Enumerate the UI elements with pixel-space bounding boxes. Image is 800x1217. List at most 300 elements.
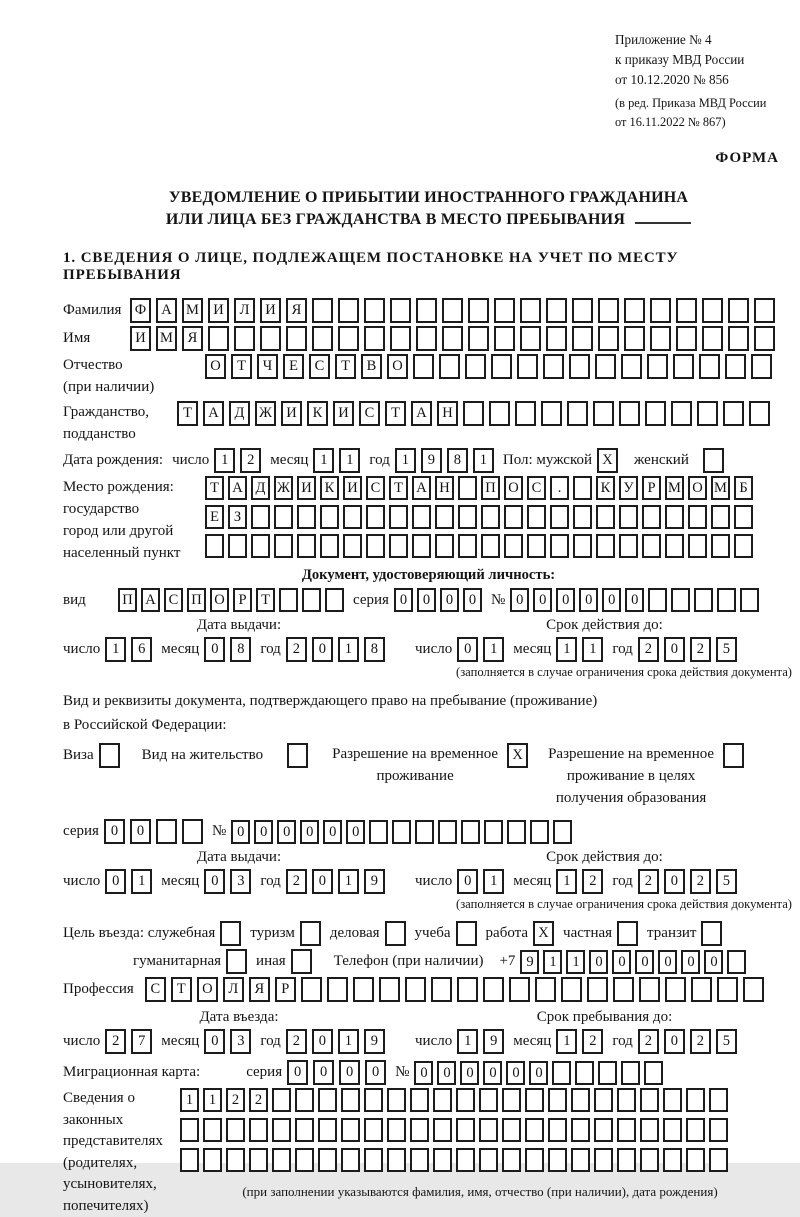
char-box[interactable]: 1 bbox=[131, 869, 152, 894]
char-box[interactable]: Е bbox=[283, 354, 304, 379]
char-box[interactable] bbox=[413, 354, 434, 379]
char-box[interactable] bbox=[743, 977, 764, 1002]
char-box[interactable] bbox=[702, 326, 723, 351]
char-box[interactable]: А bbox=[411, 401, 432, 426]
char-box[interactable] bbox=[481, 505, 500, 529]
char-box[interactable] bbox=[598, 1061, 617, 1085]
char-box[interactable] bbox=[468, 326, 489, 351]
char-box[interactable]: 0 bbox=[394, 588, 413, 612]
char-box[interactable] bbox=[546, 298, 567, 323]
char-box[interactable] bbox=[543, 354, 564, 379]
char-box[interactable] bbox=[598, 326, 619, 351]
char-box[interactable]: 0 bbox=[664, 637, 685, 662]
char-box[interactable] bbox=[343, 534, 362, 558]
char-box[interactable] bbox=[312, 298, 333, 323]
char-box[interactable]: Я bbox=[249, 977, 270, 1002]
char-box[interactable] bbox=[548, 1148, 567, 1172]
char-box[interactable]: А bbox=[141, 588, 160, 612]
char-box[interactable]: А bbox=[412, 476, 431, 500]
char-box[interactable] bbox=[709, 1118, 728, 1142]
char-box[interactable] bbox=[686, 1088, 705, 1112]
char-box[interactable]: П bbox=[481, 476, 500, 500]
char-box[interactable]: Т bbox=[231, 354, 252, 379]
char-box[interactable] bbox=[249, 1118, 268, 1142]
char-box[interactable]: А bbox=[228, 476, 247, 500]
char-box[interactable] bbox=[617, 1088, 636, 1112]
char-box[interactable] bbox=[504, 505, 523, 529]
char-box[interactable] bbox=[749, 401, 770, 426]
char-box[interactable]: О bbox=[504, 476, 523, 500]
char-box[interactable] bbox=[439, 354, 460, 379]
char-box[interactable] bbox=[295, 1088, 314, 1112]
char-box[interactable] bbox=[541, 401, 562, 426]
char-box[interactable]: А bbox=[156, 298, 177, 323]
char-box[interactable]: 0 bbox=[440, 588, 459, 612]
char-box[interactable] bbox=[479, 1148, 498, 1172]
char-box[interactable] bbox=[385, 921, 406, 946]
char-box[interactable]: 0 bbox=[457, 637, 478, 662]
char-box[interactable]: Ч bbox=[257, 354, 278, 379]
char-box[interactable] bbox=[458, 534, 477, 558]
char-box[interactable] bbox=[156, 819, 177, 844]
char-box[interactable] bbox=[272, 1118, 291, 1142]
char-box[interactable]: З bbox=[228, 505, 247, 529]
char-box[interactable] bbox=[723, 743, 744, 768]
char-box[interactable] bbox=[491, 354, 512, 379]
char-box[interactable] bbox=[595, 354, 616, 379]
char-box[interactable] bbox=[575, 1061, 594, 1085]
char-box[interactable]: 3 bbox=[230, 869, 251, 894]
char-box[interactable] bbox=[624, 326, 645, 351]
char-box[interactable] bbox=[530, 820, 549, 844]
char-box[interactable]: 0 bbox=[417, 588, 436, 612]
char-box[interactable] bbox=[665, 505, 684, 529]
char-box[interactable] bbox=[320, 505, 339, 529]
char-box[interactable] bbox=[456, 1148, 475, 1172]
char-box[interactable]: Н bbox=[435, 476, 454, 500]
char-box[interactable] bbox=[525, 1118, 544, 1142]
char-box[interactable]: В bbox=[361, 354, 382, 379]
char-box[interactable] bbox=[272, 1148, 291, 1172]
char-box[interactable]: Т bbox=[171, 977, 192, 1002]
char-box[interactable] bbox=[180, 1148, 199, 1172]
char-box[interactable]: 0 bbox=[704, 950, 723, 974]
char-box[interactable]: Т bbox=[256, 588, 275, 612]
char-box[interactable] bbox=[663, 1118, 682, 1142]
char-box[interactable] bbox=[640, 1148, 659, 1172]
char-box[interactable]: 8 bbox=[230, 637, 251, 662]
char-box[interactable]: С bbox=[164, 588, 183, 612]
char-box[interactable]: 7 bbox=[131, 1029, 152, 1054]
char-box[interactable] bbox=[571, 1088, 590, 1112]
char-box[interactable]: И bbox=[333, 401, 354, 426]
char-box[interactable] bbox=[341, 1118, 360, 1142]
char-box[interactable]: 1 bbox=[338, 637, 359, 662]
char-box[interactable]: Р bbox=[642, 476, 661, 500]
char-box[interactable]: Р bbox=[233, 588, 252, 612]
char-box[interactable] bbox=[438, 820, 457, 844]
char-box[interactable]: 1 bbox=[214, 448, 235, 473]
char-box[interactable] bbox=[387, 1148, 406, 1172]
char-box[interactable]: 0 bbox=[483, 1061, 502, 1085]
char-box[interactable] bbox=[295, 1118, 314, 1142]
char-box[interactable]: 8 bbox=[447, 448, 468, 473]
char-box[interactable] bbox=[364, 298, 385, 323]
char-box[interactable]: 1 bbox=[483, 869, 504, 894]
char-box[interactable]: 2 bbox=[638, 1029, 659, 1054]
char-box[interactable] bbox=[671, 588, 690, 612]
char-box[interactable] bbox=[301, 977, 322, 1002]
char-box[interactable]: 0 bbox=[602, 588, 621, 612]
char-box[interactable]: Я bbox=[286, 298, 307, 323]
char-box[interactable] bbox=[286, 326, 307, 351]
char-box[interactable] bbox=[99, 743, 120, 768]
char-box[interactable]: X bbox=[507, 743, 528, 768]
char-box[interactable]: 0 bbox=[231, 820, 250, 844]
char-box[interactable]: Т bbox=[385, 401, 406, 426]
char-box[interactable] bbox=[287, 743, 308, 768]
char-box[interactable]: О bbox=[387, 354, 408, 379]
char-box[interactable] bbox=[369, 820, 388, 844]
char-box[interactable]: 1 bbox=[483, 637, 504, 662]
char-box[interactable]: 0 bbox=[300, 820, 319, 844]
char-box[interactable] bbox=[260, 326, 281, 351]
char-box[interactable] bbox=[226, 1118, 245, 1142]
char-box[interactable]: 5 bbox=[716, 869, 737, 894]
char-box[interactable]: О bbox=[205, 354, 226, 379]
char-box[interactable]: Я bbox=[182, 326, 203, 351]
char-box[interactable] bbox=[642, 505, 661, 529]
char-box[interactable] bbox=[279, 588, 298, 612]
char-box[interactable] bbox=[481, 534, 500, 558]
char-box[interactable] bbox=[665, 534, 684, 558]
char-box[interactable]: 0 bbox=[277, 820, 296, 844]
char-box[interactable]: С bbox=[359, 401, 380, 426]
char-box[interactable] bbox=[300, 921, 321, 946]
char-box[interactable]: 2 bbox=[638, 637, 659, 662]
char-box[interactable] bbox=[525, 1088, 544, 1112]
char-box[interactable] bbox=[624, 298, 645, 323]
char-box[interactable]: 8 bbox=[364, 637, 385, 662]
char-box[interactable] bbox=[463, 401, 484, 426]
char-box[interactable] bbox=[461, 820, 480, 844]
char-box[interactable] bbox=[433, 1088, 452, 1112]
char-box[interactable]: И bbox=[281, 401, 302, 426]
char-box[interactable] bbox=[527, 534, 546, 558]
char-box[interactable] bbox=[691, 977, 712, 1002]
char-box[interactable] bbox=[647, 354, 668, 379]
char-box[interactable]: С bbox=[366, 476, 385, 500]
char-box[interactable] bbox=[489, 401, 510, 426]
char-box[interactable] bbox=[251, 534, 270, 558]
char-box[interactable] bbox=[686, 1148, 705, 1172]
char-box[interactable] bbox=[617, 1118, 636, 1142]
char-box[interactable]: 0 bbox=[346, 820, 365, 844]
char-box[interactable] bbox=[640, 1118, 659, 1142]
char-box[interactable] bbox=[727, 950, 746, 974]
char-box[interactable]: У bbox=[619, 476, 638, 500]
char-box[interactable] bbox=[711, 505, 730, 529]
char-box[interactable] bbox=[650, 326, 671, 351]
char-box[interactable]: 0 bbox=[312, 637, 333, 662]
char-box[interactable] bbox=[410, 1088, 429, 1112]
char-box[interactable] bbox=[442, 326, 463, 351]
char-box[interactable]: 0 bbox=[681, 950, 700, 974]
char-box[interactable] bbox=[390, 326, 411, 351]
char-box[interactable] bbox=[728, 326, 749, 351]
char-box[interactable] bbox=[226, 949, 247, 974]
char-box[interactable]: И bbox=[297, 476, 316, 500]
char-box[interactable]: М bbox=[182, 298, 203, 323]
char-box[interactable] bbox=[456, 1118, 475, 1142]
char-box[interactable] bbox=[561, 977, 582, 1002]
char-box[interactable] bbox=[550, 505, 569, 529]
char-box[interactable]: Т bbox=[389, 476, 408, 500]
char-box[interactable]: 5 bbox=[716, 637, 737, 662]
char-box[interactable] bbox=[338, 298, 359, 323]
char-box[interactable] bbox=[458, 476, 477, 500]
char-box[interactable] bbox=[226, 1148, 245, 1172]
char-box[interactable] bbox=[520, 298, 541, 323]
char-box[interactable]: 9 bbox=[364, 869, 385, 894]
char-box[interactable]: 0 bbox=[664, 1029, 685, 1054]
char-box[interactable] bbox=[699, 354, 720, 379]
char-box[interactable]: 9 bbox=[421, 448, 442, 473]
char-box[interactable]: 0 bbox=[204, 869, 225, 894]
char-box[interactable] bbox=[550, 534, 569, 558]
char-box[interactable]: 2 bbox=[105, 1029, 126, 1054]
char-box[interactable]: И bbox=[260, 298, 281, 323]
char-box[interactable] bbox=[676, 298, 697, 323]
char-box[interactable] bbox=[274, 505, 293, 529]
char-box[interactable] bbox=[567, 401, 588, 426]
char-box[interactable] bbox=[343, 505, 362, 529]
char-box[interactable] bbox=[754, 298, 775, 323]
char-box[interactable] bbox=[341, 1088, 360, 1112]
char-box[interactable] bbox=[410, 1148, 429, 1172]
char-box[interactable]: 1 bbox=[313, 448, 334, 473]
char-box[interactable]: А bbox=[203, 401, 224, 426]
char-box[interactable]: И bbox=[343, 476, 362, 500]
char-box[interactable]: 1 bbox=[473, 448, 494, 473]
char-box[interactable]: Д bbox=[251, 476, 270, 500]
char-box[interactable] bbox=[572, 326, 593, 351]
char-box[interactable]: П bbox=[187, 588, 206, 612]
char-box[interactable] bbox=[502, 1118, 521, 1142]
char-box[interactable] bbox=[431, 977, 452, 1002]
char-box[interactable]: 1 bbox=[556, 637, 577, 662]
char-box[interactable]: X bbox=[597, 448, 618, 473]
char-box[interactable]: 2 bbox=[240, 448, 261, 473]
char-box[interactable] bbox=[617, 1148, 636, 1172]
char-box[interactable] bbox=[717, 588, 736, 612]
char-box[interactable]: Ж bbox=[274, 476, 293, 500]
char-box[interactable]: 2 bbox=[690, 869, 711, 894]
char-box[interactable]: М bbox=[156, 326, 177, 351]
char-box[interactable]: 1 bbox=[457, 1029, 478, 1054]
char-box[interactable]: 5 bbox=[716, 1029, 737, 1054]
char-box[interactable] bbox=[479, 1088, 498, 1112]
char-box[interactable] bbox=[734, 505, 753, 529]
char-box[interactable] bbox=[571, 1148, 590, 1172]
char-box[interactable] bbox=[416, 326, 437, 351]
char-box[interactable] bbox=[457, 977, 478, 1002]
char-box[interactable]: 2 bbox=[226, 1088, 245, 1112]
char-box[interactable] bbox=[484, 820, 503, 844]
char-box[interactable] bbox=[435, 534, 454, 558]
char-box[interactable]: 1 bbox=[105, 637, 126, 662]
char-box[interactable] bbox=[594, 1148, 613, 1172]
char-box[interactable]: 0 bbox=[460, 1061, 479, 1085]
char-box[interactable] bbox=[504, 534, 523, 558]
char-box[interactable] bbox=[234, 326, 255, 351]
char-box[interactable]: 1 bbox=[395, 448, 416, 473]
char-box[interactable] bbox=[456, 921, 477, 946]
char-box[interactable]: 1 bbox=[556, 1029, 577, 1054]
char-box[interactable]: 1 bbox=[338, 1029, 359, 1054]
char-box[interactable] bbox=[327, 977, 348, 1002]
char-box[interactable] bbox=[379, 977, 400, 1002]
char-box[interactable] bbox=[353, 977, 374, 1002]
char-box[interactable] bbox=[717, 977, 738, 1002]
char-box[interactable]: 0 bbox=[612, 950, 631, 974]
char-box[interactable]: 0 bbox=[104, 819, 125, 844]
char-box[interactable] bbox=[415, 820, 434, 844]
char-box[interactable] bbox=[642, 534, 661, 558]
char-box[interactable]: Т bbox=[205, 476, 224, 500]
char-box[interactable] bbox=[458, 505, 477, 529]
char-box[interactable]: 1 bbox=[339, 448, 360, 473]
char-box[interactable] bbox=[507, 820, 526, 844]
char-box[interactable]: 0 bbox=[204, 1029, 225, 1054]
char-box[interactable] bbox=[569, 354, 590, 379]
char-box[interactable]: 1 bbox=[543, 950, 562, 974]
char-box[interactable]: 0 bbox=[313, 1060, 334, 1085]
char-box[interactable]: . bbox=[550, 476, 569, 500]
char-box[interactable] bbox=[613, 977, 634, 1002]
char-box[interactable] bbox=[468, 298, 489, 323]
char-box[interactable] bbox=[318, 1148, 337, 1172]
char-box[interactable]: 2 bbox=[286, 869, 307, 894]
char-box[interactable]: С bbox=[145, 977, 166, 1002]
char-box[interactable] bbox=[410, 1118, 429, 1142]
char-box[interactable]: 0 bbox=[287, 1060, 308, 1085]
char-box[interactable] bbox=[502, 1148, 521, 1172]
char-box[interactable] bbox=[572, 298, 593, 323]
char-box[interactable] bbox=[587, 977, 608, 1002]
char-box[interactable] bbox=[621, 354, 642, 379]
char-box[interactable]: 0 bbox=[529, 1061, 548, 1085]
char-box[interactable]: С bbox=[309, 354, 330, 379]
char-box[interactable] bbox=[663, 1148, 682, 1172]
char-box[interactable]: 0 bbox=[635, 950, 654, 974]
char-box[interactable]: 2 bbox=[690, 637, 711, 662]
char-box[interactable] bbox=[291, 949, 312, 974]
char-box[interactable]: 1 bbox=[566, 950, 585, 974]
char-box[interactable] bbox=[650, 298, 671, 323]
char-box[interactable]: 9 bbox=[364, 1029, 385, 1054]
char-box[interactable] bbox=[645, 401, 666, 426]
char-box[interactable]: 0 bbox=[510, 588, 529, 612]
char-box[interactable]: 1 bbox=[203, 1088, 222, 1112]
char-box[interactable] bbox=[433, 1118, 452, 1142]
char-box[interactable] bbox=[548, 1088, 567, 1112]
char-box[interactable] bbox=[728, 298, 749, 323]
char-box[interactable]: И bbox=[208, 298, 229, 323]
char-box[interactable] bbox=[387, 1088, 406, 1112]
char-box[interactable]: Н bbox=[437, 401, 458, 426]
char-box[interactable]: К bbox=[307, 401, 328, 426]
char-box[interactable] bbox=[517, 354, 538, 379]
char-box[interactable] bbox=[619, 534, 638, 558]
char-box[interactable] bbox=[548, 1118, 567, 1142]
char-box[interactable] bbox=[338, 326, 359, 351]
char-box[interactable] bbox=[673, 354, 694, 379]
char-box[interactable] bbox=[596, 505, 615, 529]
char-box[interactable] bbox=[251, 505, 270, 529]
char-box[interactable] bbox=[366, 505, 385, 529]
char-box[interactable] bbox=[318, 1118, 337, 1142]
char-box[interactable] bbox=[703, 448, 724, 473]
char-box[interactable] bbox=[596, 534, 615, 558]
char-box[interactable] bbox=[389, 534, 408, 558]
char-box[interactable] bbox=[573, 505, 592, 529]
char-box[interactable] bbox=[648, 588, 667, 612]
char-box[interactable] bbox=[205, 534, 224, 558]
char-box[interactable] bbox=[520, 326, 541, 351]
char-box[interactable] bbox=[249, 1148, 268, 1172]
char-box[interactable] bbox=[483, 977, 504, 1002]
char-box[interactable]: К bbox=[320, 476, 339, 500]
char-box[interactable] bbox=[663, 1088, 682, 1112]
char-box[interactable]: 0 bbox=[457, 869, 478, 894]
char-box[interactable] bbox=[502, 1088, 521, 1112]
char-box[interactable] bbox=[573, 534, 592, 558]
char-box[interactable] bbox=[203, 1118, 222, 1142]
char-box[interactable] bbox=[686, 1118, 705, 1142]
char-box[interactable]: 9 bbox=[483, 1029, 504, 1054]
char-box[interactable] bbox=[619, 505, 638, 529]
char-box[interactable]: 0 bbox=[658, 950, 677, 974]
char-box[interactable] bbox=[676, 326, 697, 351]
char-box[interactable] bbox=[341, 1148, 360, 1172]
char-box[interactable]: О bbox=[688, 476, 707, 500]
char-box[interactable]: Т bbox=[335, 354, 356, 379]
char-box[interactable]: К bbox=[596, 476, 615, 500]
char-box[interactable]: 0 bbox=[506, 1061, 525, 1085]
char-box[interactable] bbox=[325, 588, 344, 612]
char-box[interactable]: 2 bbox=[690, 1029, 711, 1054]
char-box[interactable] bbox=[302, 588, 321, 612]
char-box[interactable] bbox=[228, 534, 247, 558]
char-box[interactable] bbox=[320, 534, 339, 558]
char-box[interactable]: 2 bbox=[582, 869, 603, 894]
char-box[interactable]: О bbox=[197, 977, 218, 1002]
char-box[interactable] bbox=[182, 819, 203, 844]
char-box[interactable] bbox=[709, 1088, 728, 1112]
char-box[interactable] bbox=[297, 534, 316, 558]
char-box[interactable]: Л bbox=[223, 977, 244, 1002]
char-box[interactable] bbox=[751, 354, 772, 379]
char-box[interactable]: 2 bbox=[582, 1029, 603, 1054]
char-box[interactable]: 2 bbox=[286, 637, 307, 662]
char-box[interactable]: Д bbox=[229, 401, 250, 426]
char-box[interactable] bbox=[364, 1088, 383, 1112]
char-box[interactable]: 0 bbox=[339, 1060, 360, 1085]
char-box[interactable]: И bbox=[130, 326, 151, 351]
char-box[interactable]: 0 bbox=[556, 588, 575, 612]
char-box[interactable]: Р bbox=[275, 977, 296, 1002]
